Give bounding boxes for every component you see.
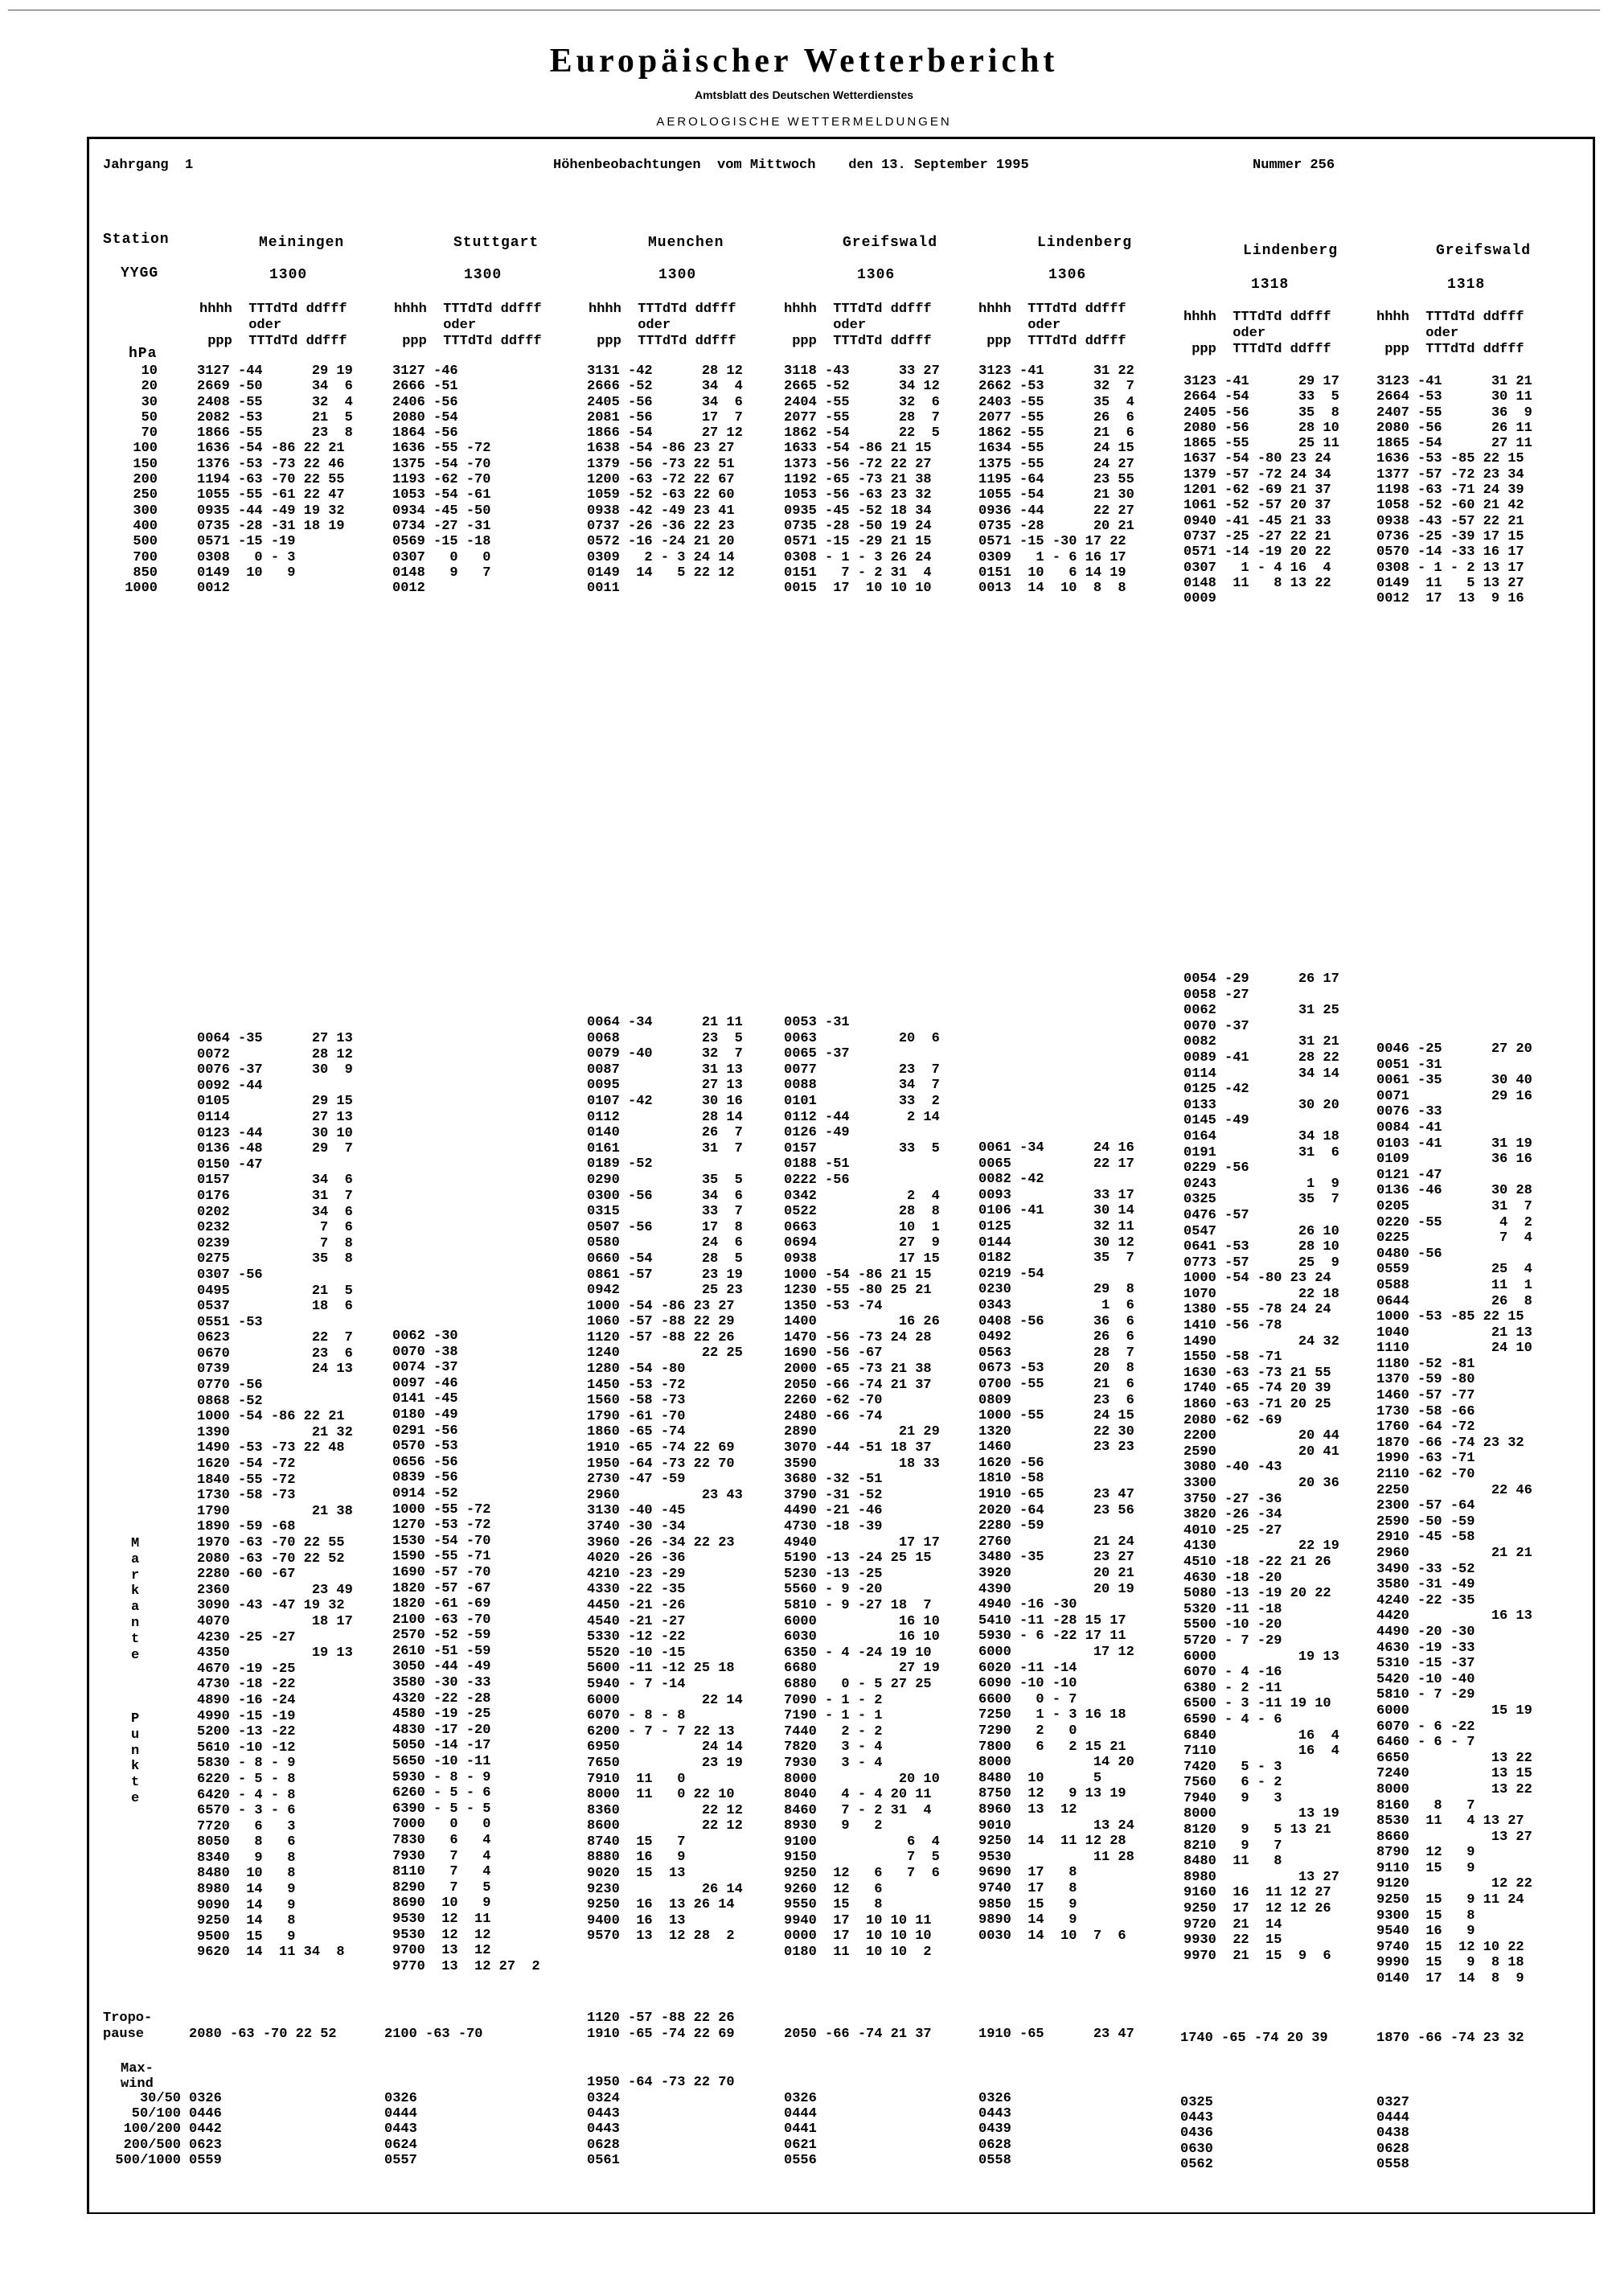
layer-lindenberg-1318: 0325 0443 0436 0630 0562 xyxy=(1180,2095,1213,2172)
layer-greifswald-1318: 0327 0444 0438 0628 0558 xyxy=(1376,2095,1409,2172)
significant-levels-lindenberg-1318: 0054 -29 26 17 0058 -27 0062 31 25 0070 -37 0082 31 21 0089 -41 28 22 0114 34 14 0125 -42 0133 30 20 0145 -49 0164 34 18 0191 31 6 0229 -56 0243 1 9 0325 35 7 0476 -57 0547 26 10 0641 -53 28 10 0773 -57 25 9 1000 -54 -80 23 24 1070 22 18 1380 -55 -78 24 24 1410 -56 -78 1490 24 32 1550 -58 -71 1630 -63 -73 21 55 1740 -65 -74 20 39 1860 -63 -71 20 25 2080 -62 -69 2200 20 44 2590 20 41 3080 -40 -43 3300 20 36 3750 -27 -36 3820 -26 -34 4010 -25 -27 4130 22 19 4510 -18 -22 21 26 4630 -18 -20 5080 -13 -19 20 22 5320 -11 -18 5500 -10 -20 5720 - 7 -29 6000 19 13 6070 - 4 -16 6380 - 2 -11 6500 - 3 -11 19 10 6590 - 4 - 6 6840 16 4 7110 16 4 7420 5 - 3 7560 6 - 2 7940 9 3 8000 13 19 8120 9 5 13 21 8210 9 7 8480 11 8 8980 13 27 9160 16 11 12 27 9250 17 12 12 26 9720 21 14 9930 22 15 9970 21 15 9 6 xyxy=(1183,971,1339,1964)
station-time: 1300 xyxy=(464,267,503,283)
station-time: 1306 xyxy=(857,267,896,283)
layer-lindenberg-1306: 0326 0443 0439 0628 0558 xyxy=(978,2091,1011,2168)
standard-levels-greifswald-1306: 3118 -43 33 27 2665 -52 34 12 2404 -55 32 6 2077 -55 28 7 1862 -54 22 5 1633 -54 -86 21 15 1373 -56 -72 22 27 1192 -65 -73 21 38 1053 -56 -63 23 32 0935 -45 -52 18 34 0735 -28 -50 19 24 0571 -15 -29 21 15 0308 - 1 - 3 26 24 0151 7 - 2 31 4 0015 17 10 10 10 xyxy=(784,363,940,597)
issue-number: Nummer 256 xyxy=(1253,158,1335,173)
column-header: hhhh TTTdTd ddfff oder ppp TTTdTd ddfff xyxy=(1183,310,1331,357)
significant-levels-stuttgart: 0062 -30 0070 -38 0074 -37 0097 -46 0141 -45 0180 -49 0291 -56 0570 -53 0656 -56 0839 -56 0914 -52 1000 -55 -72 1270 -53 -72 1530 -54 -70 1590 -55 -71 1690 -57 -70 1820 -57 -67 1820 -61 -69 2100 -63 -70 2570 -52 -59 2610 -51 -59 3050 -44 -49 3580 -30 -33 4320 -22 -28 4580 -19 -25 4830 -17 -20 5050 -14 -17 5650 -10 -11 5930 - 8 - 9 6260 - 5 - 6 6390 - 5 - 5 7000 0 0 7830 6 4 7930 7 4 8110 7 4 8290 7 5 8690 10 9 9530 12 11 9530 12 12 9700 13 12 9770 13 12 27 2 xyxy=(392,1329,540,1974)
column-header: hhhh TTTdTd ddfff oder ppp TTTdTd ddfff xyxy=(199,302,347,349)
hpa-label: hPa xyxy=(129,346,158,362)
station-name: Meiningen xyxy=(259,235,345,251)
tropopause-lindenberg-1306: 1910 -65 23 47 xyxy=(978,2027,1134,2042)
maxwind-label: Max- wind xyxy=(121,2061,154,2092)
yygg-label: YYGG xyxy=(121,265,159,281)
standard-levels-meiningen: 3127 -44 29 19 2669 -50 34 6 2408 -55 32 4 2082 -53 21 5 1866 -55 23 8 1636 -54 -86 22 21 1376 -53 -73 22 46 1194 -63 -70 22 55 1055 -55 -61 22 47 0935 -44 -49 19 32 0735 -28 -31 18 19 0571 -15 -19 0308 0 - 3 0149 10 9 0012 xyxy=(197,363,353,597)
standard-levels-muenchen: 3131 -42 28 12 2666 -52 34 4 2405 -56 34 6 2081 -56 17 7 1866 -54 27 12 1638 -54 -86 23 27 1379 -56 -73 22 51 1200 -63 -72 22 67 1059 -52 -63 22 60 0938 -42 -49 23 41 0737 -26 -36 22 23 0572 -16 -24 21 20 0309 2 - 3 24 14 0149 14 5 22 12 0011 xyxy=(587,363,743,597)
column-header: hhhh TTTdTd ddfff oder ppp TTTdTd ddfff xyxy=(784,302,932,349)
significant-levels-greifswald-1318: 0046 -25 27 20 0051 -31 0061 -35 30 40 0071 29 16 0076 -33 0084 -41 0103 -41 31 19 0109 36 16 0121 -47 0136 -46 30 28 0205 31 7 0220 -55 4 2 0225 7 4 0480 -56 0559 25 4 0588 11 1 0644 26 8 1000 -53 -85 22 15 1040 21 13 1110 24 10 1180 -52 -81 1370 -59 -80 1460 -57 -77 1730 -58 -66 1760 -64 -72 1870 -66 -74 23 32 1990 -63 -71 2110 -62 -70 2250 22 46 2300 -57 -64 2590 -50 -59 2910 -45 -58 2960 21 21 3490 -33 -52 3580 -31 -49 4240 -22 -35 4420 16 13 4490 -20 -30 4630 -19 -33 5310 -15 -37 5420 -10 -40 5810 - 7 -29 6000 15 19 6070 - 6 -22 6460 - 6 - 7 6650 13 22 7240 13 15 8000 13 22 8160 8 7 8530 11 4 13 27 8660 13 27 8790 12 9 9110 15 9 9120 12 22 9250 15 9 11 24 9300 15 8 9540 16 9 9740 15 12 10 22 9990 15 9 8 18 0140 17 14 8 9 xyxy=(1376,1041,1532,1987)
column-header: hhhh TTTdTd ddfff oder ppp TTTdTd ddfff xyxy=(978,302,1126,349)
station-label: Station xyxy=(103,232,170,248)
tropopause-greifswald-1306: 2050 -66 -74 21 37 xyxy=(784,2027,932,2042)
significant-levels-muenchen: 0064 -34 21 11 0068 23 5 0079 -40 32 7 0087 31 13 0095 27 13 0107 -42 30 16 0112 28 14 0140 26 7 0161 31 7 0189 -52 0290 35 5 0300 -56 34 6 0315 33 7 0507 -56 17 8 0580 24 6 0660 -54 28 5 0861 -57 23 19 0942 25 23 1000 -54 -86 23 27 1060 -57 -88 22 29 1120 -57 -88 22 26 1240 22 25 1280 -54 -80 1450 -53 -72 1560 -58 -73 1790 -61 -70 1860 -65 -74 1910 -65 -74 22 69 1950 -64 -73 22 70 2730 -47 -59 2960 23 43 3130 -40 -45 3740 -30 -34 3960 -26 -34 22 23 4020 -26 -36 4210 -23 -29 4330 -22 -35 4450 -21 -26 4540 -21 -27 5330 -12 -22 5520 -10 -15 5600 -11 -12 25 18 5940 - 7 -14 6000 22 14 6070 - 8 - 8 6200 - 7 - 7 22 13 6950 24 14 7650 23 19 7910 11 0 8000 11 0 22 10 8360 22 12 8600 22 12 8740 15 7 8880 16 9 9020 15 13 9230 26 14 9250 16 13 26 14 9400 16 13 9570 13 12 28 2 xyxy=(587,1015,743,1945)
standard-levels-stuttgart: 3127 -46 2666 -51 2406 -56 2080 -54 1864 -56 1636 -55 -72 1375 -54 -70 1193 -62 -70 1053 -54 -61 0934 -45 -50 0734 -27 -31 0569 -15 -18 0307 0 0 0148 9 7 0012 xyxy=(392,363,491,597)
punkte-label: P u n k t e xyxy=(131,1711,140,1806)
tropopause-muenchen: 1120 -57 -88 22 26 1910 -65 -74 22 69 xyxy=(587,2011,735,2042)
significant-levels-meiningen: 0064 -35 27 13 0072 28 12 0076 -37 30 9 0092 -44 0105 29 15 0114 27 13 0123 -44 30 10 0136 -48 29 7 0150 -47 0157 34 6 0176 31 7 0202 34 6 0232 7 6 0239 7 8 0275 35 8 0307 -56 0495 21 5 0537 18 6 0551 -53 0623 22 7 0670 23 6 0739 24 13 0770 -56 0868 -52 1000 -54 -86 22 21 1390 21 32 1490 -53 -73 22 48 1620 -54 -72 1840 -55 -72 1730 -58 -73 1790 21 38 1890 -59 -68 1970 -63 -70 22 55 2080 -63 -70 22 52 2280 -60 -67 2360 23 49 3090 -43 -47 19 32 4070 18 17 4230 -25 -27 4350 19 13 4670 -19 -25 4730 -18 -22 4890 -16 -24 4990 -15 -19 5200 -13 -22 5610 -10 -12 5830 - 8 - 9 6220 - 5 - 8 6420 - 4 - 8 6570 - 3 - 6 7720 6 3 8050 8 6 8340 9 8 8480 10 8 8980 14 9 9090 14 9 9250 14 8 9500 15 9 9620 14 11 34 8 xyxy=(197,1031,353,1961)
layer-greifswald-1306: 0326 0444 0441 0621 0556 xyxy=(784,2091,817,2168)
station-time: 1306 xyxy=(1048,267,1087,283)
station-time: 1318 xyxy=(1447,277,1486,293)
column-header: hhhh TTTdTd ddfff oder ppp TTTdTd ddfff xyxy=(589,302,736,349)
markante-label: M a r k a n t e xyxy=(131,1536,140,1663)
page-subtitle: Amtsblatt des Deutschen Wetterdienstes xyxy=(694,88,914,101)
standard-levels-greifswald-1318: 3123 -41 31 21 2664 -53 30 11 2407 -55 36 9 2080 -56 26 11 1865 -54 27 11 1636 -53 -85 22 15 1377 -57 -72 23 34 1198 -63 -71 24 39 1058 -52 -60 21 42 0938 -43 -57 22 21 0736 -25 -39 17 15 0570 -14 -33 16 17 0308 - 1 - 2 13 17 0149 11 5 13 27 0012 17 13 9 16 xyxy=(1376,374,1532,607)
station-time: 1300 xyxy=(269,267,308,283)
column-header: hhhh TTTdTd ddfff oder ppp TTTdTd ddfff xyxy=(394,302,542,349)
station-name: Greifswald xyxy=(1436,243,1532,259)
station-time: 1318 xyxy=(1251,277,1290,293)
layer-muenchen: 0324 0443 0443 0628 0561 xyxy=(587,2091,620,2168)
layer-stuttgart: 0326 0444 0443 0624 0557 xyxy=(384,2091,417,2168)
page-title: Europäischer Wetterbericht xyxy=(549,43,1059,80)
tropopause-greifswald-1318: 1870 -66 -74 23 32 xyxy=(1376,2031,1524,2046)
significant-levels-lindenberg-1306: 0061 -34 24 16 0065 22 17 0082 -42 0093 33 17 0106 -41 30 14 0125 32 11 0144 30 12 0182 35 7 0219 -54 0230 29 8 0343 1 6 0408 -56 36 6 0492 26 6 0563 28 7 0673 -53 20 8 0700 -55 21 6 0809 23 6 1000 -55 24 15 1320 22 30 1460 23 23 1620 -56 1810 -58 1910 -65 23 47 2020 -64 23 56 2280 -59 2760 21 24 3480 -35 23 27 3920 20 21 4390 20 19 4940 -16 -30 5410 -11 -28 15 17 5930 - 6 -22 17 11 6000 17 12 6020 -11 -14 6090 -10 -10 6600 0 - 7 7250 1 - 3 16 18 7290 2 0 7800 6 2 15 21 8000 14 20 8480 10 5 8750 12 9 13 19 8960 13 12 9010 13 24 9250 14 11 12 28 9530 11 28 9690 17 8 9740 17 8 9850 15 9 9890 14 9 0030 14 10 7 6 xyxy=(978,1140,1134,1944)
station-name: Lindenberg xyxy=(1243,243,1339,259)
station-name: Greifswald xyxy=(843,235,938,251)
tropopause-label: Tropo- pause xyxy=(103,2011,153,2042)
layer-meiningen: 0326 0446 0442 0623 0559 xyxy=(189,2091,222,2168)
layer-labels: 30/50 50/100 100/200 200/500 500/1000 xyxy=(115,2091,181,2168)
tropopause-meiningen: 2080 -63 -70 22 52 xyxy=(189,2027,337,2042)
maxwind-muenchen: 1950 -64 -73 22 70 xyxy=(587,2075,735,2090)
standard-levels-lindenberg-1306: 3123 -41 31 22 2662 -53 32 7 2403 -55 35 4 2077 -55 26 6 1862 -55 21 6 1634 -55 24 15 1375 -55 24 27 1195 -64 23 55 1055 -54 21 30 0936 -44 22 27 0735 -28 20 21 0571 -15 -30 17 22 0309 1 - 6 16 17 0151 10 6 14 19 0013 14 10 8 8 xyxy=(978,363,1134,597)
pressure-levels: 10 20 30 50 70 100 150 200 250 300 400 500 700 850 1000 xyxy=(125,363,158,597)
tropopause-lindenberg-1318: 1740 -65 -74 20 39 xyxy=(1180,2031,1328,2046)
section-title: AEROLOGISCHE WETTERMELDUNGEN xyxy=(656,115,952,129)
column-header: hhhh TTTdTd ddfff oder ppp TTTdTd ddfff xyxy=(1376,310,1524,357)
jahrgang: Jahrgang 1 xyxy=(103,158,194,173)
significant-levels-greifswald-1306: 0053 -31 0063 20 6 0065 -37 0077 23 7 0088 34 7 0101 33 2 0112 -44 2 14 0126 -49 0157 33 5 0188 -51 0222 -56 0342 2 4 0522 28 8 0663 10 1 0694 27 9 0938 17 15 1000 -54 -86 21 15 1230 -55 -80 25 21 1350 -53 -74 1400 16 26 1470 -56 -73 24 28 1690 -56 -67 2000 -65 -73 21 38 2050 -66 -74 21 37 2260 -62 -70 2480 -66 -74 2890 21 29 3070 -44 -51 18 37 3590 18 33 3680 -32 -51 3790 -31 -52 4490 -21 -46 4730 -18 -39 4940 17 17 5190 -13 -24 25 15 5230 -13 -25 5560 - 9 -20 5810 - 9 -27 18 7 6000 16 10 6030 16 10 6350 - 4 -24 19 10 6680 27 19 6880 0 - 5 27 25 7090 - 1 - 2 7190 - 1 - 1 7440 2 - 2 7820 3 - 4 7930 3 - 4 8000 20 10 8040 4 - 4 20 11 8460 7 - 2 31 4 8930 9 2 9100 6 4 9150 7 5 9250 12 6 7 6 9260 12 6 9550 15 8 9940 17 10 10 11 0000 17 10 10 10 0180 11 10 10 2 xyxy=(784,1015,940,1961)
station-time: 1300 xyxy=(658,267,697,283)
tropopause-stuttgart: 2100 -63 -70 xyxy=(384,2027,483,2042)
observation-date: Höhenbeobachtungen vom Mittwoch den 13. September 1995 xyxy=(553,158,1029,173)
station-name: Lindenberg xyxy=(1037,235,1133,251)
standard-levels-lindenberg-1318: 3123 -41 29 17 2664 -54 33 5 2405 -56 35 8 2080 -56 28 10 1865 -55 25 11 1637 -54 -80 23 24 1379 -57 -72 24 34 1201 -62 -69 21 37 1061 -52 -57 20 37 0940 -41 -45 21 33 0737 -25 -27 22 21 0571 -14 -19 20 22 0307 1 - 4 16 4 0148 11 8 13 22 0009 xyxy=(1183,374,1339,607)
station-name: Stuttgart xyxy=(453,235,539,251)
station-name: Muenchen xyxy=(648,235,724,251)
